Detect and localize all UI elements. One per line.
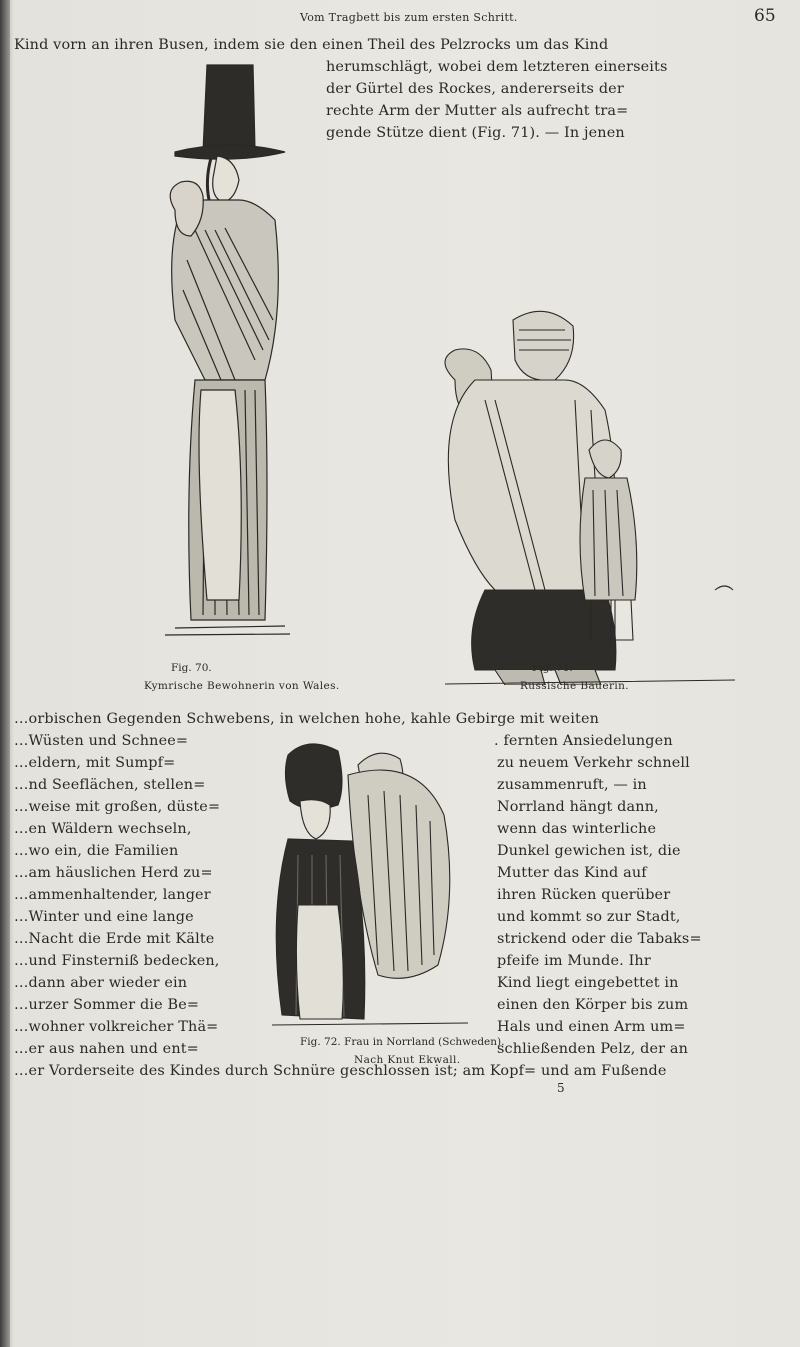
text-line: Kind liegt eingebettet in: [497, 975, 679, 991]
text-line: …urzer Sommer die Be=: [14, 997, 200, 1013]
text-line: zu neuem Verkehr schnell: [497, 755, 690, 771]
russian-peasant-woman-illustration: [415, 300, 745, 685]
text-line: …am häuslichen Herd zu=: [14, 865, 213, 881]
text-line: …weise mit großen, düste=: [14, 799, 221, 815]
text-line: …er Vorderseite des Kindes durch Schnüre geschlossen ist; am Kopf= und am Fußende: [14, 1063, 667, 1079]
text-line: . fernten Ansiedelungen: [494, 733, 673, 749]
text-line: …en Wäldern wechseln,: [14, 821, 192, 837]
figure-caption: Kymrische Bewohnerin von Wales.: [144, 680, 340, 692]
text-line: …dann aber wieder ein: [14, 975, 188, 991]
figure-label: Fig. 71.: [532, 662, 573, 674]
figure-label: Fig. 72. Frau in Norrland (Schweden).: [300, 1036, 505, 1048]
text-line: pfeife im Munde. Ihr: [497, 953, 651, 969]
figure-caption: Russische Bäuerin.: [520, 680, 630, 692]
welsh-woman-illustration: [135, 60, 295, 640]
figure-caption: Nach Knut Ekwall.: [354, 1054, 461, 1066]
text-line: …Winter und eine lange: [14, 909, 194, 925]
text-line: herumschlägt, wobei dem letzteren einerseits: [326, 59, 668, 75]
text-line: Mutter das Kind auf: [497, 865, 647, 881]
text-line: …eldern, mit Sumpf=: [14, 755, 176, 771]
text-line: schließenden Pelz, der an: [497, 1041, 689, 1057]
text-line: Kind vorn an ihren Busen, indem sie den einen Theil des Pelzrocks um das Kind: [14, 37, 609, 53]
text-line: wenn das winterliche: [497, 821, 657, 837]
text-line: Dunkel gewichen ist, die: [497, 843, 681, 859]
text-line: …und Finsterniß bedecken,: [14, 953, 220, 969]
text-line: Hals und einen Arm um=: [497, 1019, 686, 1035]
text-line: …wo ein, die Familien: [14, 843, 179, 859]
text-line: einen den Körper bis zum: [497, 997, 689, 1013]
text-line: rechte Arm der Mutter als aufrecht tra=: [326, 103, 629, 119]
text-line: …Wüsten und Schnee=: [14, 733, 189, 749]
norrland-woman-illustration: [268, 735, 478, 1035]
figure-label: Fig. 70.: [171, 662, 212, 674]
text-line: strickend oder die Tabaks=: [497, 931, 702, 947]
text-line: gende Stütze dient (Fig. 71). — In jenen: [326, 125, 625, 141]
text-line: …er aus nahen und ent=: [14, 1041, 199, 1057]
text-line: …orbischen Gegenden Schwebens, in welchen hohe, kahle Gebirge mit weiten: [14, 711, 600, 727]
text-line: der Gürtel des Rockes, andererseits der: [326, 81, 624, 97]
text-line: …nd Seeflächen, stellen=: [14, 777, 206, 793]
text-line: zusammenruft, — in: [497, 777, 647, 793]
signature-mark: 5: [557, 1081, 565, 1095]
text-line: …Nacht die Erde mit Kälte: [14, 931, 215, 947]
text-line: …wohner volkreicher Thä=: [14, 1019, 219, 1035]
text-line: Norrland hängt dann,: [497, 799, 659, 815]
running-title: Vom Tragbett bis zum ersten Schritt.: [300, 11, 518, 24]
running-header: [0, 6, 800, 30]
page-number: 65: [754, 6, 776, 26]
text-line: ihren Rücken querüber: [497, 887, 671, 903]
text-line: und kommt so zur Stadt,: [497, 909, 681, 925]
text-line: …ammenhaltender, langer: [14, 887, 211, 903]
book-binding-edge: [0, 0, 10, 1347]
